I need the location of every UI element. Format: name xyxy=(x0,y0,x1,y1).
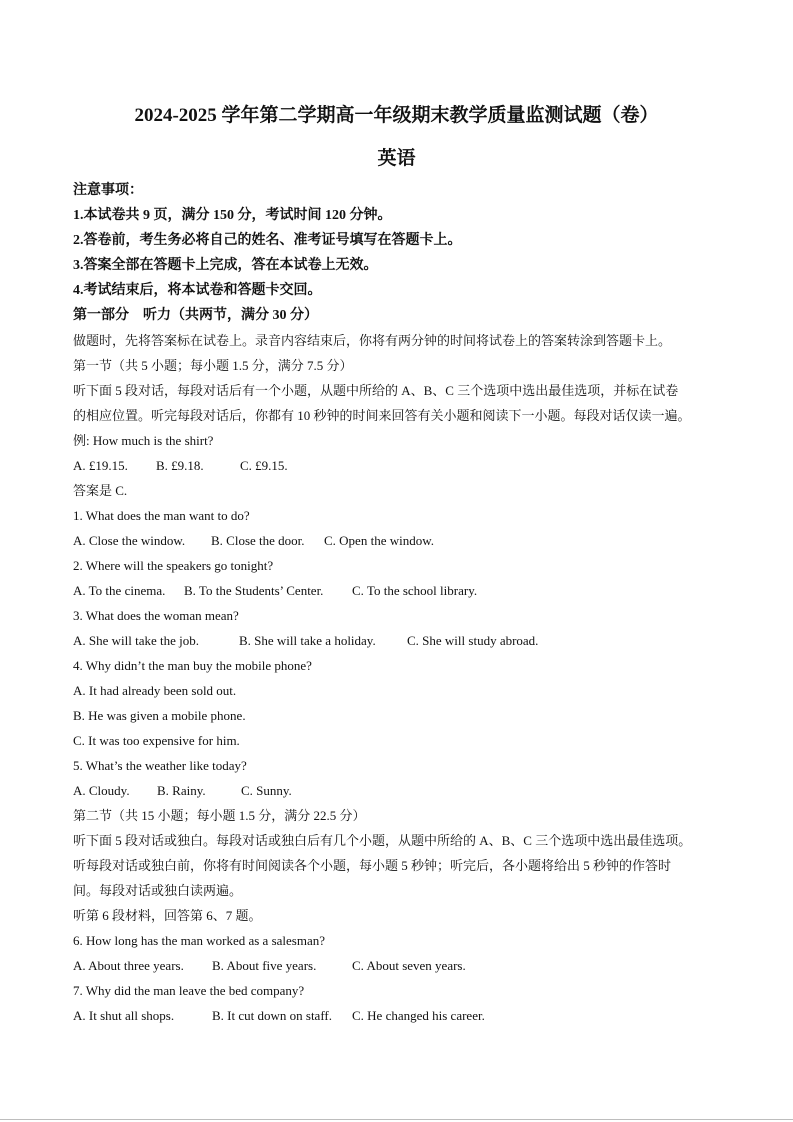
question-7-options xyxy=(73,1008,485,1024)
question-2: 2. Where will the speakers go tonight? xyxy=(73,558,274,573)
part1-instruction: 做题时，先将答案标在试卷上。录音内容结束后，你将有两分钟的时间将试卷上的答案转涂到答题卡上。 xyxy=(73,333,672,348)
part1-heading: 第一部分 听力（共两节，满分 30 分） xyxy=(73,308,318,323)
q5-option-c: C. Sunny. xyxy=(241,783,292,798)
example-answer: 答案是 C. xyxy=(73,483,128,498)
example-question: 例: How much is the shirt? xyxy=(73,433,214,448)
section1-instruction-1: 听下面 5 段对话，每段对话后有一个小题，从题中所给的 A、B、C 三个选项中选出最佳选项，并标在试卷 xyxy=(73,383,679,398)
q4-option-c: C. It was too expensive for him. xyxy=(73,733,240,748)
notice-item-1: 1.本试卷共 9 页，满分 150 分，考试时间 120 分钟。 xyxy=(73,208,392,223)
example-option-b: B. £9.18. xyxy=(156,458,204,473)
question-7: 7. Why did the man leave the bed company? xyxy=(73,983,305,998)
question-5-options xyxy=(73,783,292,799)
section2-instruction-2: 听每段对话或独白前，你将有时间阅读各个小题，每小题 5 秒钟；听完后，各小题将给出 5 秒钟的作答时 xyxy=(73,858,672,873)
exam-title: 2024-2025 学年第二学期高一年级期末教学质量监测试题（卷） xyxy=(134,105,659,126)
q2-option-a: A. To the cinema. xyxy=(73,583,166,598)
q7-option-a: A. It shut all shops. xyxy=(73,1008,175,1023)
page-bottom-divider xyxy=(0,1119,793,1120)
section1-instruction-2: 的相应位置。听完每段对话后，你都有 10 秒钟的时间来回答有关小题和阅读下一小题。每段对话仅读一遍。 xyxy=(73,408,691,423)
q2-option-c: C. To the school library. xyxy=(352,583,478,598)
q6-option-b: B. About five years. xyxy=(212,958,317,973)
q1-option-b: B. Close the door. xyxy=(211,533,305,548)
section2-instruction-3: 间。每段对话或独白读两遍。 xyxy=(73,883,243,898)
question-5: 5. What’s the weather like today? xyxy=(73,758,247,773)
q7-option-c: C. He changed his career. xyxy=(352,1008,485,1023)
question-1-options xyxy=(73,533,434,549)
notice-item-3: 3.答案全部在答题卡上完成，答在本试卷上无效。 xyxy=(73,258,378,273)
question-6-options xyxy=(73,958,466,974)
question-1: 1. What does the man want to do? xyxy=(73,508,250,523)
q2-option-b: B. To the Students’ Center. xyxy=(184,583,324,598)
q5-option-a: A. Cloudy. xyxy=(73,783,130,798)
q7-option-b: B. It cut down on staff. xyxy=(212,1008,332,1023)
notice-item-2: 2.答卷前，考生务必将自己的姓名、准考证号填写在答题卡上。 xyxy=(73,233,462,248)
notice-heading: 注意事项： xyxy=(73,183,143,198)
example-options xyxy=(73,458,288,474)
q4-option-a: A. It had already been sold out. xyxy=(73,683,237,698)
question-4: 4. Why didn’t the man buy the mobile phone? xyxy=(73,658,312,673)
q3-option-a: A. She will take the job. xyxy=(73,633,200,648)
question-3-options xyxy=(73,633,538,649)
question-2-options xyxy=(73,583,477,599)
question-6: 6. How long has the man worked as a salesman? xyxy=(73,933,325,948)
q1-option-a: A. Close the window. xyxy=(73,533,186,548)
notice-item-4: 4.考试结束后，将本试卷和答题卡交回。 xyxy=(73,283,322,298)
section1-heading: 第一节（共 5 小题；每小题 1.5 分，满分 7.5 分） xyxy=(73,358,353,373)
q1-option-c: C. Open the window. xyxy=(324,533,435,548)
subject-title: 英语 xyxy=(377,148,416,169)
example-option-a: A. £19.15. xyxy=(73,458,128,473)
question-3: 3. What does the woman mean? xyxy=(73,608,239,623)
section2-heading: 第二节（共 15 小题；每小题 1.5 分，满分 22.5 分） xyxy=(73,808,366,823)
q5-option-b: B. Rainy. xyxy=(157,783,206,798)
section2-instruction-1: 听下面 5 段对话或独白。每段对话或独白后有几个小题，从题中所给的 A、B、C 三个选项中选出最佳选项。 xyxy=(73,833,692,848)
q6-option-c: C. About seven years. xyxy=(352,958,466,973)
example-option-c: C. £9.15. xyxy=(240,458,288,473)
q6-option-a: A. About three years. xyxy=(73,958,184,973)
q3-option-c: C. She will study abroad. xyxy=(407,633,539,648)
q3-option-b: B. She will take a holiday. xyxy=(239,633,376,648)
material-6-heading: 听第 6 段材料，回答第 6、7 题。 xyxy=(73,908,262,923)
q4-option-b: B. He was given a mobile phone. xyxy=(73,708,246,723)
